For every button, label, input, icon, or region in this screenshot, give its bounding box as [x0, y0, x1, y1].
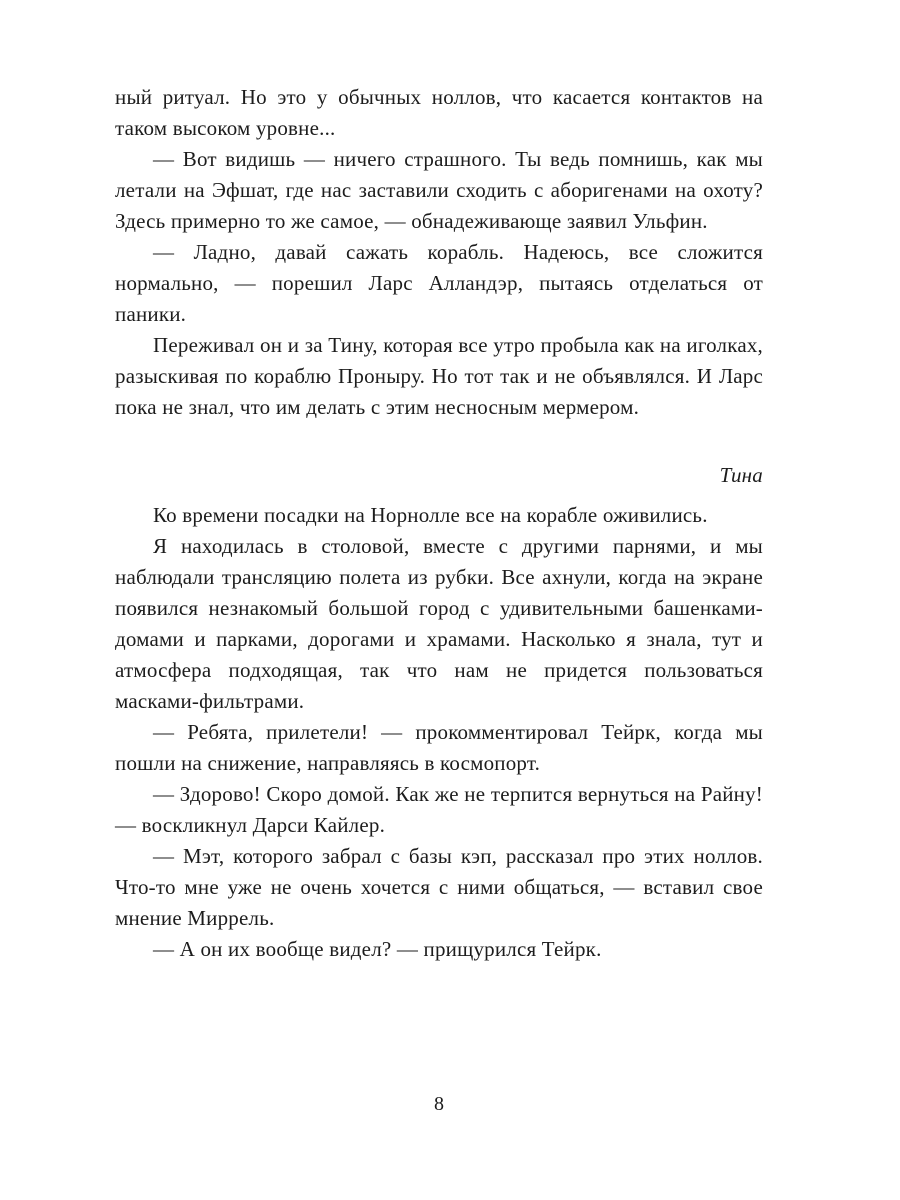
paragraph: — Ладно, давай сажать корабль. Надеюсь, все сложится нормально, — порешил Ларс Алландэр, пытаясь отделаться от паники.: [115, 240, 763, 326]
paragraph: Переживал он и за Тину, которая все утро пробыла как на иголках, разыскивая по кораблю Проныру. Но тот так и не объявлялся. И Ларс пока не знал, что им делать с этим несносным мермером.: [115, 333, 763, 419]
paragraph: — Мэт, которого забрал с базы кэп, рассказал про этих ноллов. Что-то мне уже не очень хочется с ними общаться, — вставил свое мнение Миррель.: [115, 844, 763, 930]
page-text: [115, 82, 763, 965]
paragraph: — Ребята, прилетели! — прокомментировал Тейрк, когда мы пошли на снижение, направляясь в космопорт.: [115, 720, 763, 775]
section-heading: Тина: [719, 463, 763, 487]
paragraph: ный ритуал. Но это у обычных ноллов, что касается контактов на таком высоком уровне...: [115, 85, 763, 140]
page-number: 8: [434, 1093, 444, 1115]
paragraph: — Здорово! Скоро домой. Как же не терпится вернуться на Райну! — воскликнул Дарси Кайлер.: [115, 782, 763, 837]
paragraph: Я находилась в столовой, вместе с другими парнями, и мы наблюдали трансляцию полета из рубки. Все ахнули, когда на экране появился незнакомый большой город с удивительными башенками-домами и парками, дорогами и храмами. Насколько я знала, тут и атмосфера подходящая, так что нам не придется пользоваться масками-фильтрами.: [115, 534, 763, 713]
paragraph: Ко времени посадки на Норнолле все на корабле оживились.: [153, 503, 708, 527]
paragraph: — А он их вообще видел? — прищурился Тейрк.: [153, 937, 602, 961]
paragraph: — Вот видишь — ничего страшного. Ты ведь помнишь, как мы летали на Эфшат, где нас заставили сходить с аборигенами на охоту? Здесь примерно то же самое, — обнадеживающе заявил Ульфин.: [115, 147, 763, 233]
